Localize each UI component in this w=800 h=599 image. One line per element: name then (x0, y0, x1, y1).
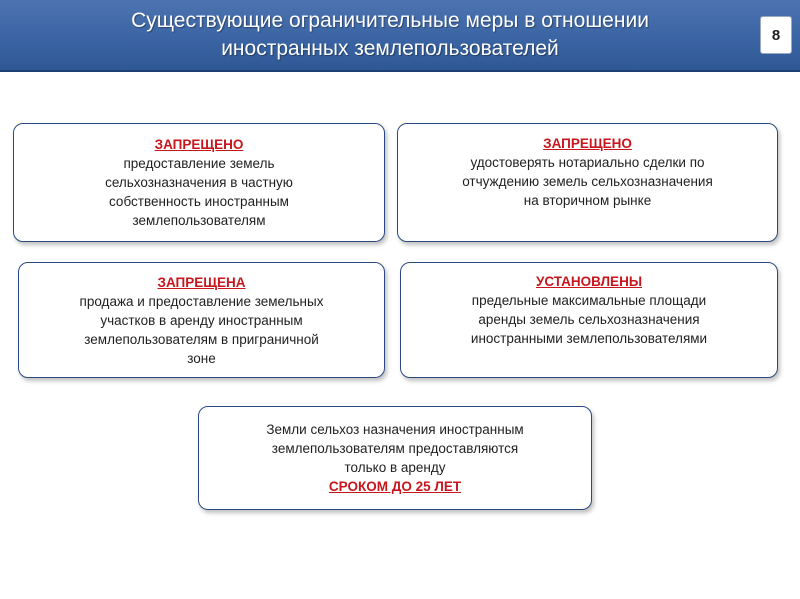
box-text-line: предоставление земель (123, 156, 275, 171)
slide-title-line-1: Существующие ограничительные меры в отношении (131, 9, 649, 32)
page-number: 8 (760, 16, 792, 54)
box-text-line: землепользователям в приграничной (84, 331, 319, 347)
slide-header (0, 0, 800, 72)
restriction-box-notary-deals (397, 123, 778, 242)
box-text-line: предельные максимальные площади (471, 293, 707, 308)
box-text-line: зоне (187, 350, 216, 366)
box-title: ЗАПРЕЩЕНА (157, 274, 246, 290)
box-text-line: продажа и предоставление земельных (79, 293, 324, 309)
box-title: ЗАПРЕЩЕНО (154, 137, 244, 152)
box-text-line: отчуждению земель сельхозназначения (462, 174, 713, 189)
box-text-line: на вторичном рынке (523, 193, 652, 208)
box-title: УСТАНОВЛЕНЫ (535, 274, 643, 289)
box-text-line: сельхозназначения в частную (105, 175, 293, 190)
box-text-line: удостоверять нотариально сделки по (470, 155, 705, 170)
slide-title-line-2: иностранных землепользователей (221, 37, 559, 60)
box-text-line: Земли сельхоз назначения иностранным (266, 422, 524, 437)
restriction-box-border-zone (18, 262, 385, 378)
box-text-line: землепользователям предоставляются (271, 441, 519, 456)
box-text-line: только в аренду (344, 460, 446, 475)
box-text-line: участков в аренду иностранным (100, 312, 303, 328)
restriction-box-max-area (400, 262, 778, 378)
box-title: ЗАПРЕЩЕНО (543, 136, 632, 151)
box-text-line: иностранными землепользователями (470, 331, 708, 346)
box-text-line: аренды земель сельхозназначения (478, 312, 700, 327)
restriction-box-private-ownership (13, 123, 385, 242)
box-text-line: собственность иностранным (109, 194, 289, 209)
slide-title (20, 7, 760, 63)
lease-term-box (198, 406, 592, 510)
lease-term-emphasis: СРОКОМ ДО 25 ЛЕТ (328, 479, 462, 494)
box-text-line: землепользователям (132, 213, 266, 228)
